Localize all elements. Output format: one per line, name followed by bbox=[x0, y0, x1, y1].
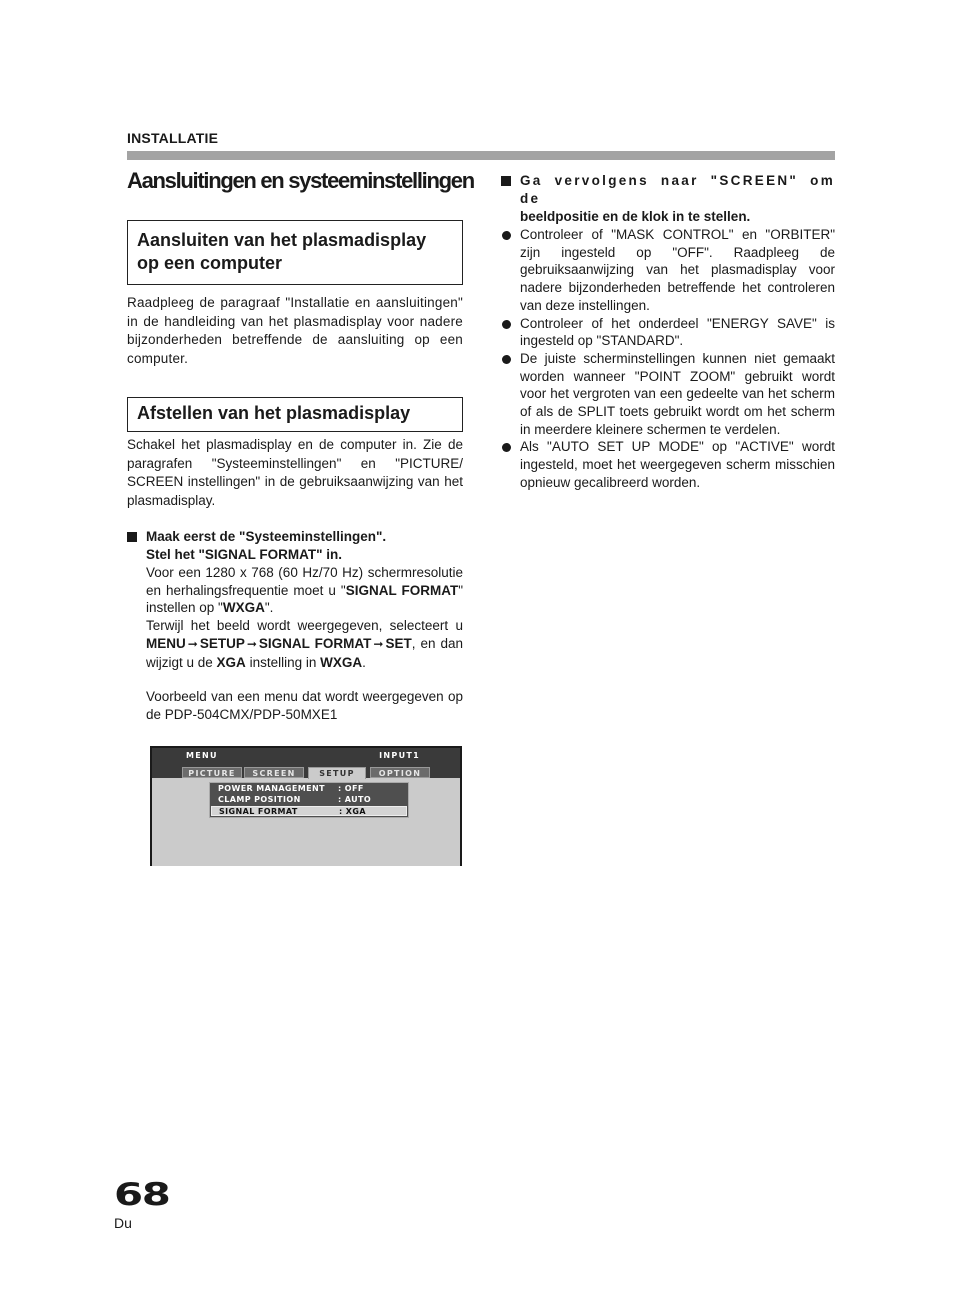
square-bullet-icon bbox=[127, 532, 137, 542]
osd-tab-setup: SETUP bbox=[308, 767, 366, 779]
osd-tab-option: OPTION bbox=[370, 767, 430, 778]
osd-row-value: : AUTO bbox=[338, 795, 372, 804]
round-bullet-icon bbox=[502, 355, 511, 364]
round-bullet-icon bbox=[502, 231, 511, 240]
text-run: Terwijl het beeld wordt weergegeven, selecteert u bbox=[146, 618, 463, 634]
section-heading-connect: Aansluiten van het plasmadisplay op een computer bbox=[127, 220, 463, 285]
osd-tab-picture: PICTURE bbox=[182, 767, 242, 778]
osd-tab-screen: SCREEN bbox=[244, 767, 304, 778]
text-run: " instellen op " bbox=[146, 582, 463, 616]
section-label: INSTALLATIE bbox=[127, 130, 219, 146]
text-run: ". bbox=[264, 600, 274, 616]
bullet-item bbox=[501, 350, 835, 439]
text-run: . bbox=[362, 654, 366, 670]
osd-row-key: SIGNAL FORMAT bbox=[219, 807, 298, 816]
right-column bbox=[501, 172, 835, 492]
bullet-text: De juiste scherminstellingen kunnen niet gemaakt worden wanneer "POINT ZOOM" gebruikt wordt voor het vergroten van een gedeelte van het scherm of als de SPLIT toets gebruikt wordt om het scherm in meerdere kleinere schermen te verdelen. bbox=[520, 350, 835, 437]
instruction-menu-path bbox=[146, 617, 463, 671]
square-bullet-icon bbox=[501, 176, 511, 186]
osd-row-power-management bbox=[210, 784, 408, 794]
round-bullet-icon bbox=[502, 443, 511, 452]
menu-example-caption: Voorbeeld van een menu dat wordt weergegeven op de PDP-504CMX/PDP-50MXE1 bbox=[146, 689, 463, 722]
instruction-heading-line2: Stel het "SIGNAL FORMAT" in. bbox=[146, 547, 343, 562]
screen-heading-line1: Ga vervolgens naar "SCREEN" om de bbox=[520, 173, 835, 206]
osd-menu-screenshot bbox=[150, 746, 462, 866]
osd-title-bar bbox=[152, 748, 460, 778]
osd-input-label: INPUT1 bbox=[379, 751, 420, 760]
osd-settings-panel bbox=[209, 782, 409, 818]
instruction-heading-line1: Maak eerst de "Systeeminstellingen". bbox=[146, 529, 387, 544]
osd-row-clamp-position bbox=[210, 795, 408, 805]
bullet-item bbox=[501, 438, 835, 491]
bullet-item bbox=[501, 226, 835, 315]
text-run: Voor een 1280 x 768 (60 Hz/70 Hz) schermresolutie en herhalingsfrequentie moet u " bbox=[146, 565, 463, 598]
text-run-bold: XGA bbox=[216, 654, 246, 670]
screen-heading-line2: beeldpositie en de klok in te stellen. bbox=[520, 209, 751, 224]
page-number: 68 bbox=[114, 1177, 170, 1213]
instruction-body bbox=[146, 564, 463, 724]
instruction-heading bbox=[146, 528, 463, 564]
connect-paragraph: Raadpleeg de paragraaf "Installatie en aansluitingen" in de handleiding van het plasmadisplay voor nadere bijzonderheden betreffende de aansluiting op een computer. bbox=[127, 295, 463, 366]
text-run-bold: WXGA bbox=[320, 654, 363, 670]
path-menu: MENU bbox=[146, 635, 186, 651]
path-signal-format: SIGNAL FORMAT bbox=[258, 635, 372, 651]
arrow-right-icon: ➞ bbox=[373, 636, 384, 651]
bullet-item bbox=[501, 315, 835, 350]
text-run: instelling in bbox=[245, 654, 321, 670]
bullet-text: Controleer of "MASK CONTROL" en "ORBITER" zijn ingesteld op "OFF". Raadpleeg de gebruiksaanwijzing van het plasmadisplay voor nadere bijzonderheden betreffende het controleren van deze instellingen. bbox=[520, 227, 835, 313]
osd-menu-label: MENU bbox=[186, 751, 218, 760]
arrow-right-icon: ➞ bbox=[187, 636, 198, 651]
osd-row-value: : XGA bbox=[339, 807, 366, 816]
language-code: Du bbox=[114, 1215, 132, 1231]
left-column bbox=[127, 220, 463, 724]
round-bullet-icon bbox=[502, 320, 511, 329]
adjust-paragraph: Schakel het plasmadisplay en de computer in. Zie de paragrafen "Systeeminstellingen" en "PICTURE/ SCREEN instellingen" in de gebruiksaanwijzing van het plasmadisplay. bbox=[127, 437, 463, 508]
text-run: , en dan wijzigt u de bbox=[146, 635, 464, 670]
arrow-right-icon: ➞ bbox=[246, 636, 257, 651]
page-title: Aansluitingen en systeeminstellingen bbox=[127, 168, 474, 193]
path-setup: SETUP bbox=[199, 635, 245, 651]
osd-row-key: POWER MANAGEMENT bbox=[218, 784, 325, 793]
bullet-text: Als "AUTO SET UP MODE" op "ACTIVE" wordt ingesteld, moet het weergegeven scherm misschien opnieuw gecalibreerd worden. bbox=[520, 439, 835, 490]
osd-row-key: CLAMP POSITION bbox=[218, 795, 301, 804]
instruction-resolution bbox=[146, 564, 463, 617]
header-rule bbox=[127, 151, 835, 160]
instruction-item bbox=[127, 528, 463, 724]
text-run-bold: SIGNAL FORMAT bbox=[345, 582, 459, 598]
path-set: SET bbox=[385, 635, 412, 651]
section-heading-adjust: Afstellen van het plasmadisplay bbox=[127, 397, 463, 432]
osd-row-value: : OFF bbox=[338, 784, 364, 793]
text-run-bold: WXGA bbox=[222, 600, 265, 616]
osd-row-signal-format bbox=[211, 806, 407, 816]
bullet-text: Controleer of het onderdeel "ENERGY SAVE" is ingesteld op "STANDARD". bbox=[520, 315, 835, 349]
screen-instruction-item bbox=[501, 172, 835, 226]
screen-instruction-heading bbox=[520, 172, 835, 226]
